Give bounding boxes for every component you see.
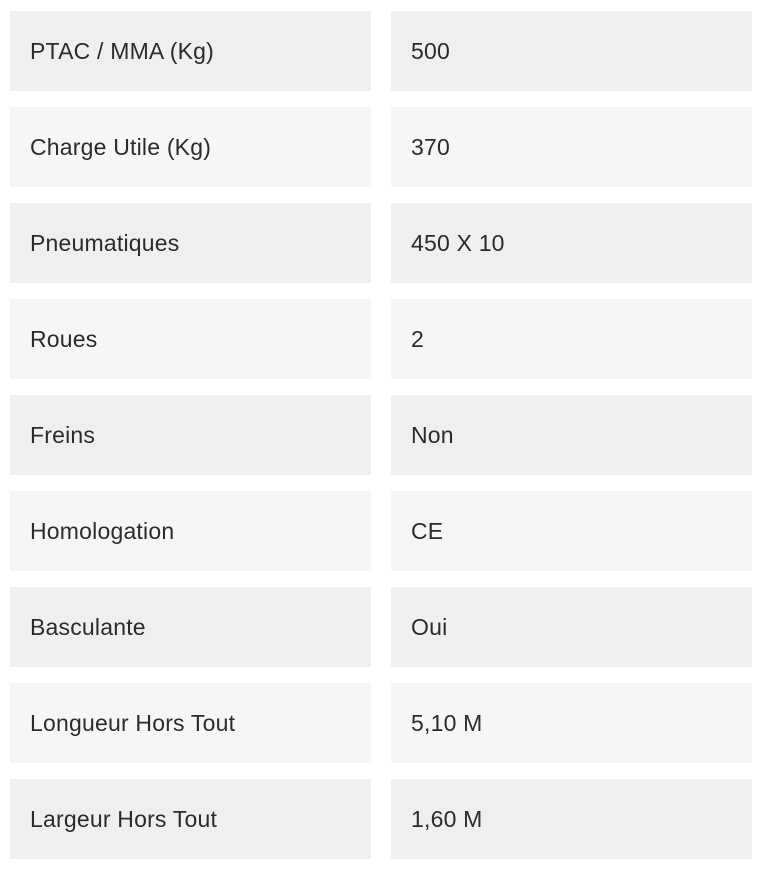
spec-row-charge-utile: [0, 107, 768, 187]
spec-value: 5,10 M: [391, 683, 752, 763]
spec-label: Charge Utile (Kg): [10, 107, 371, 187]
spec-label: Longueur Hors Tout: [10, 683, 371, 763]
spec-label: Homologation: [10, 491, 371, 571]
spec-row-freins: [0, 395, 768, 475]
spec-value: 450 X 10: [391, 203, 752, 283]
spec-row-longueur: [0, 683, 768, 763]
spec-row-homologation: [0, 491, 768, 571]
spec-value: 2: [391, 299, 752, 379]
spec-label: Freins: [10, 395, 371, 475]
spec-label: Pneumatiques: [10, 203, 371, 283]
spec-value: 1,60 M: [391, 779, 752, 859]
spec-row-ptac: [0, 11, 768, 91]
spec-value: Non: [391, 395, 752, 475]
spec-row-pneumatiques: [0, 203, 768, 283]
spec-value: CE: [391, 491, 752, 571]
spec-row-roues: [0, 299, 768, 379]
spec-row-basculante: [0, 587, 768, 667]
spec-label: Largeur Hors Tout: [10, 779, 371, 859]
spec-value: Oui: [391, 587, 752, 667]
spec-label: Roues: [10, 299, 371, 379]
spec-value: 370: [391, 107, 752, 187]
spec-label: Basculante: [10, 587, 371, 667]
spec-row-largeur: [0, 779, 768, 859]
spec-label: PTAC / MMA (Kg): [10, 11, 371, 91]
spec-value: 500: [391, 11, 752, 91]
